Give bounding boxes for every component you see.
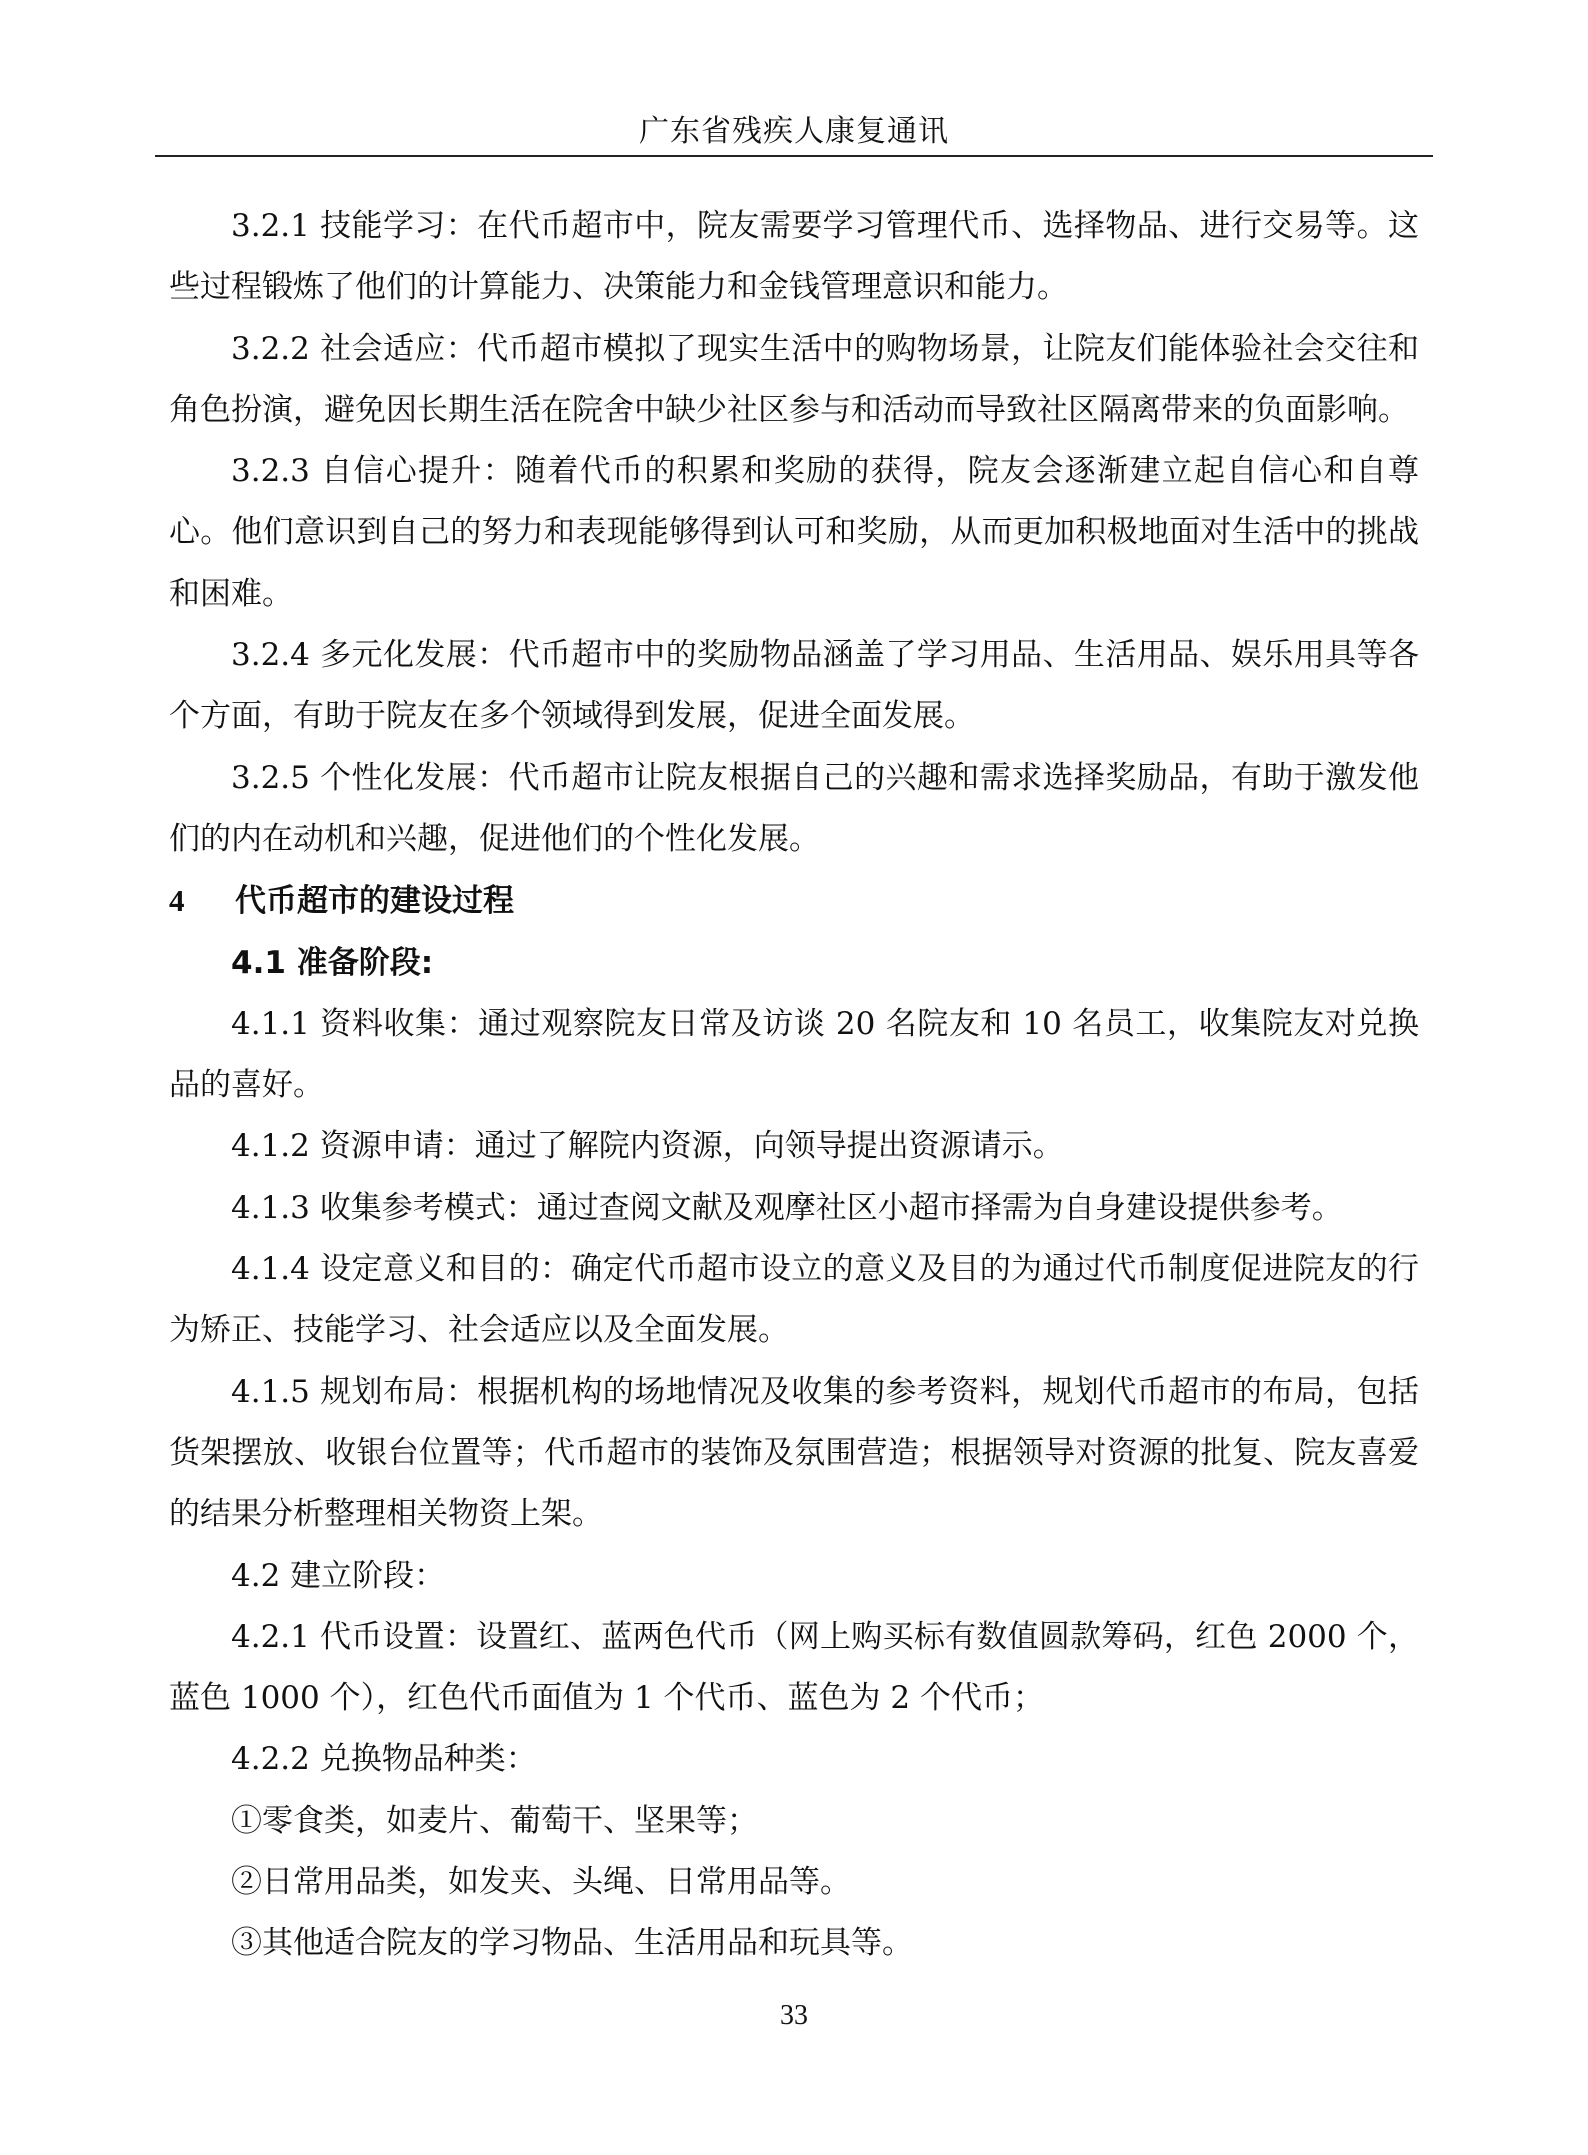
paragraph-4-2-2: 4.2.2 兑换物品种类： xyxy=(231,1741,537,1778)
section-4-title: 代币超市的建设过程 xyxy=(235,883,514,920)
page-number: 33 xyxy=(780,2000,808,2031)
section-4-heading xyxy=(169,870,1419,932)
section-4-1-heading: 4.1 准备阶段: xyxy=(231,944,434,981)
paragraph-3-2-1: 3.2.1 技能学习：在代币超市中，院友需要学习管理代币、选择物品、进行交易等。这些过程锻炼了他们的计算能力、决策能力和金钱管理意识和能力。 xyxy=(169,208,1419,306)
paragraph-4-1-1: 4.1.1 资料收集：通过观察院友日常及访谈 20 名院友和 10 名员工，收集院友对兑换品的喜好。 xyxy=(169,1005,1419,1104)
paragraph-4-2: 4.2 建立阶段： xyxy=(231,1557,446,1594)
paragraph-4-1-4: 4.1.4 设定意义和目的：确定代币超市设立的意义及目的为通过代币制度促进院友的行为矫正、技能学习、社会适应以及全面发展。 xyxy=(169,1251,1419,1349)
paragraph-4-2-1: 4.2.1 代币设置：设置红、蓝两色代币（网上购买标有数值圆款筹码，红色 2000 个，蓝色 1000 个），红色代币面值为 1 个代币、蓝色为 2 个代币； xyxy=(169,1618,1419,1717)
list-item-snacks: ①零食类，如麦片、葡萄干、坚果等； xyxy=(231,1802,758,1839)
paragraph-3-2-3: 3.2.3 自信心提升：随着代币的积累和奖励的获得，院友会逐渐建立起自信心和自尊心。他们意识到自己的努力和表现能够得到认可和奖励，从而更加积极地面对生活中的挑战和困难。 xyxy=(169,453,1419,612)
paragraph-3-2-5: 3.2.5 个性化发展：代币超市让院友根据自己的兴趣和需求选择奖励品，有助于激发他们的内在动机和兴趣，促进他们的个性化发展。 xyxy=(169,759,1419,857)
paragraph-4-1-3: 4.1.3 收集参考模式：通过查阅文献及观摩社区小超市择需为自身建设提供参考。 xyxy=(231,1189,1343,1226)
paragraph-3-2-2: 3.2.2 社会适应：代币超市模拟了现实生活中的购物场景，让院友们能体验社会交往和角色扮演，避免因长期生活在院舍中缺少社区参与和活动而导致社区隔离带来的负面影响。 xyxy=(169,330,1419,428)
article-body xyxy=(169,196,1419,1975)
journal-title: 广东省残疾人康复通讯 xyxy=(639,114,949,149)
section-4-number: 4 xyxy=(169,883,185,919)
list-item-other-goods: ③其他适合院友的学习物品、生活用品和玩具等。 xyxy=(231,1925,913,1962)
paragraph-4-1-5: 4.1.5 规划布局：根据机构的场地情况及收集的参考资料，规划代币超市的布局，包括货架摆放、收银台位置等；代币超市的装饰及氛围营造；根据领导对资源的批复、院友喜爱的结果分析整理相关物资上架。 xyxy=(169,1373,1419,1533)
paragraph-3-2-4: 3.2.4 多元化发展：代币超市中的奖励物品涵盖了学习用品、生活用品、娱乐用具等各个方面，有助于院友在多个领域得到发展，促进全面发展。 xyxy=(169,637,1419,735)
list-item-daily-goods: ②日常用品类，如发夹、头绳、日常用品等。 xyxy=(231,1864,851,1901)
paragraph-4-1-2: 4.1.2 资源申请：通过了解院内资源，向领导提出资源请示。 xyxy=(231,1128,1064,1165)
header-divider xyxy=(155,155,1433,157)
